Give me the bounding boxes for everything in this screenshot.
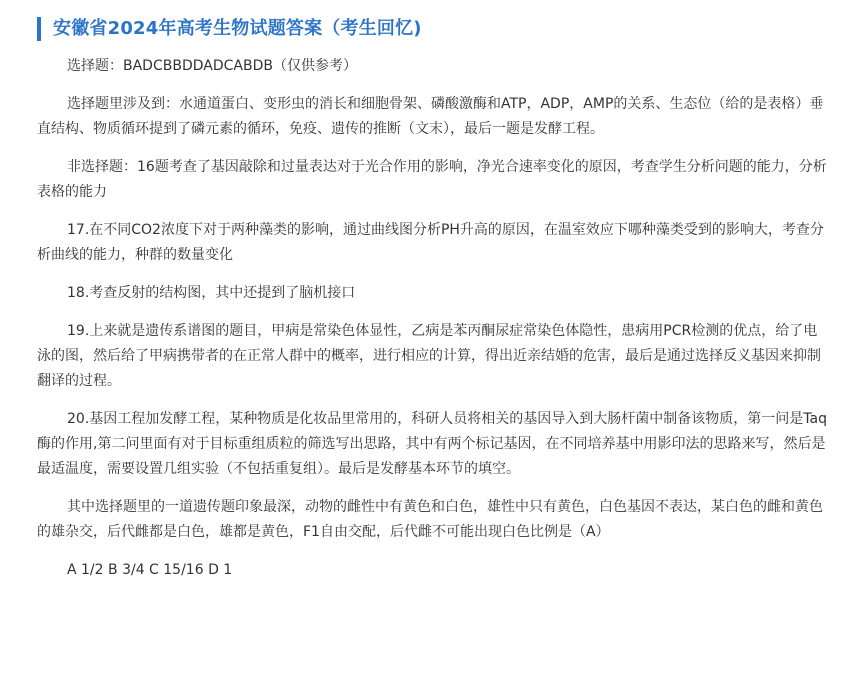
paragraph-question-17: 17.在不同CO2浓度下对于两种藻类的影响，通过曲线图分析PH升高的原因，在温室效应下哪种藻类受到的影响大，考查分析曲线的能力，种群的数量变化 <box>37 222 824 263</box>
paragraph-answer-options: A 1/2 B 3/4 C 15/16 D 1 <box>67 562 233 578</box>
paragraph-question-18: 18.考查反射的结构图，其中还提到了脑机接口 <box>67 285 356 301</box>
paragraph-multiple-choice-answers: 选择题：BADCBBDDADCABDB（仅供参考） <box>67 58 357 74</box>
paragraph-question-19: 19.上来就是遗传系谱图的题目，甲病是常染色体显性，乙病是苯丙酮尿症常染色体隐性，患病用PCR检测的优点，给了电泳的图，然后给了甲病携带者的在正常人群中的概率，进行相应的计算，得出近亲结婚的危害，最后是通过选择反义基因来抑制翻译的过程。 <box>37 323 821 389</box>
article-title: 安徽省2024年高考生物试题答案（考生回忆) <box>53 18 422 39</box>
paragraph-question-16: 非选择题：16题考查了基因敲除和过量表达对于光合作用的影响，净光合速率变化的原因，考查学生分析问题的能力，分析表格的能力 <box>37 159 827 200</box>
paragraph-genetics-question: 其中选择题里的一道遗传题印象最深，动物的雌性中有黄色和白色，雄性中只有黄色，白色基因不表达，某白色的雌和黄色的雄杂交，后代雌都是白色，雄都是黄色，F1自由交配，后代雌不可能出现白色比例是（A） <box>37 499 823 540</box>
article-body <box>37 54 829 583</box>
article-page <box>0 16 859 686</box>
paragraph-multiple-choice-topics: 选择题里涉及到：水通道蛋白、变形虫的消长和细胞骨架、磷酸激酶和ATP，ADP，AMP的关系、生态位（给的是表格）垂直结构、物质循环提到了磷元素的循环，免疫、遗传的推断（文末），最后一题是发酵工程。 <box>37 96 824 137</box>
paragraph-question-20: 20.基因工程加发酵工程，某种物质是化妆品里常用的，科研人员将相关的基因导入到大肠杆菌中制备该物质，第一问是Taq酶的作用,第二问里面有对于目标重组质粒的筛选写出思路，其中有两个标记基因，在不同培养基中用影印法的思路来写，然后是最适温度，需要设置几组实验（不包括重复组）。最后是发酵基本环节的填空。 <box>37 411 827 477</box>
heading-accent-bar <box>37 17 41 41</box>
article-heading <box>37 16 829 42</box>
